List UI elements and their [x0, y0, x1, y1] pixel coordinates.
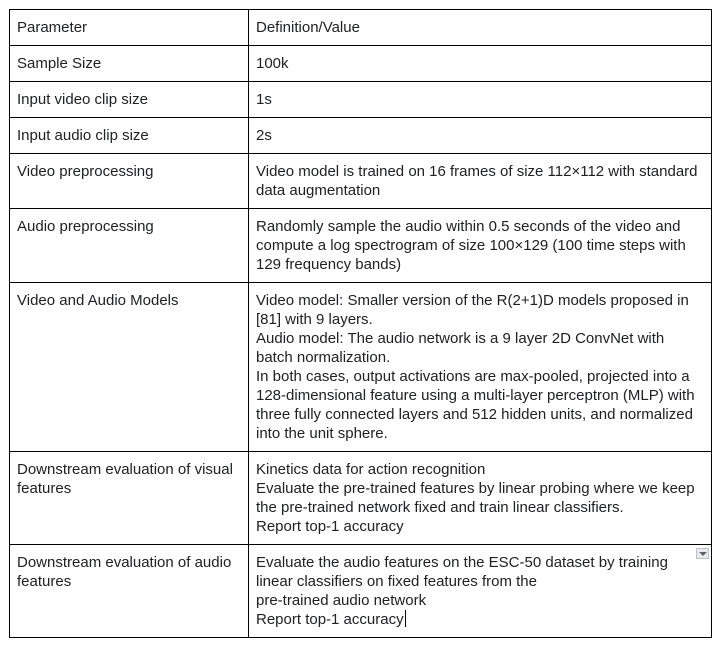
header-value-label: Definition/Value — [256, 19, 360, 36]
value-text: Evaluate the audio features on the ESC-50 dataset by training linear classifiers on fixed features from the — [256, 554, 668, 590]
value-text: Audio model: The audio network is a 9 layer 2D ConvNet with batch normalization. — [256, 330, 665, 366]
parameter-text: Sample Size — [17, 55, 102, 72]
parameter-text: Downstream evaluation of visual features — [17, 461, 233, 497]
table-row — [10, 82, 712, 118]
parameter-cell[interactable] — [10, 452, 249, 545]
parameter-text: Input audio clip size — [17, 127, 149, 144]
value-text: Video model: Smaller version of the R(2+1)D models proposed in [81] with 9 layers. — [256, 292, 689, 328]
value-cell-active[interactable] — [249, 545, 712, 638]
parameter-cell[interactable] — [10, 46, 249, 82]
value-text: In both cases, output activations are max-pooled, projected into a 128-dimensional feature using a multi-layer perceptron (MLP) with three fully connected layers and 512 hidden units, and normalized into the unit sphere. — [256, 368, 695, 442]
table-header-row — [10, 10, 712, 46]
parameter-cell[interactable] — [10, 283, 249, 452]
value-text: Video model is trained on 16 frames of size 112×112 with standard data augmentation — [256, 163, 698, 199]
table-row — [10, 452, 712, 545]
value-text: 100k — [256, 55, 289, 72]
parameter-cell[interactable] — [10, 82, 249, 118]
parameter-text: Downstream evaluation of audio features — [17, 554, 232, 590]
value-text: Evaluate the pre-trained features by linear probing where we keep the pre-trained network fixed and train linear classifiers. — [256, 480, 695, 516]
value-text: Randomly sample the audio within 0.5 seconds of the video and compute a log spectrogram of size 100×129 (100 time steps with 129 frequency bands) — [256, 218, 686, 273]
header-parameter-cell[interactable] — [10, 10, 249, 46]
parameter-text: Video preprocessing — [17, 163, 154, 180]
value-cell[interactable] — [249, 452, 712, 545]
header-value-cell[interactable] — [249, 10, 712, 46]
table-row — [10, 118, 712, 154]
parameter-cell[interactable] — [10, 209, 249, 283]
parameter-cell[interactable] — [10, 545, 249, 638]
value-text: Report top-1 accuracy — [256, 518, 404, 535]
value-cell[interactable] — [249, 283, 712, 452]
value-text: Report top-1 accuracy — [256, 611, 404, 628]
value-cell[interactable] — [249, 209, 712, 283]
table-row — [10, 283, 712, 452]
parameter-cell[interactable] — [10, 154, 249, 209]
cell-dropdown-chevron-icon[interactable] — [696, 548, 709, 559]
value-text: Kinetics data for action recognition — [256, 461, 486, 478]
parameter-cell[interactable] — [10, 118, 249, 154]
text-cursor — [405, 610, 406, 627]
parameter-text: Input video clip size — [17, 91, 148, 108]
parameters-table — [9, 9, 712, 638]
table-row — [10, 154, 712, 209]
table-row — [10, 209, 712, 283]
value-text: pre-trained audio network — [256, 592, 427, 609]
value-cell[interactable] — [249, 154, 712, 209]
value-text: 1s — [256, 91, 272, 108]
table-row — [10, 545, 712, 638]
table-row — [10, 46, 712, 82]
value-cell[interactable] — [249, 46, 712, 82]
value-cell[interactable] — [249, 118, 712, 154]
value-text: 2s — [256, 127, 272, 144]
parameter-text: Audio preprocessing — [17, 218, 154, 235]
value-cell[interactable] — [249, 82, 712, 118]
parameter-text: Video and Audio Models — [17, 292, 179, 309]
header-parameter-label: Parameter — [17, 19, 88, 36]
